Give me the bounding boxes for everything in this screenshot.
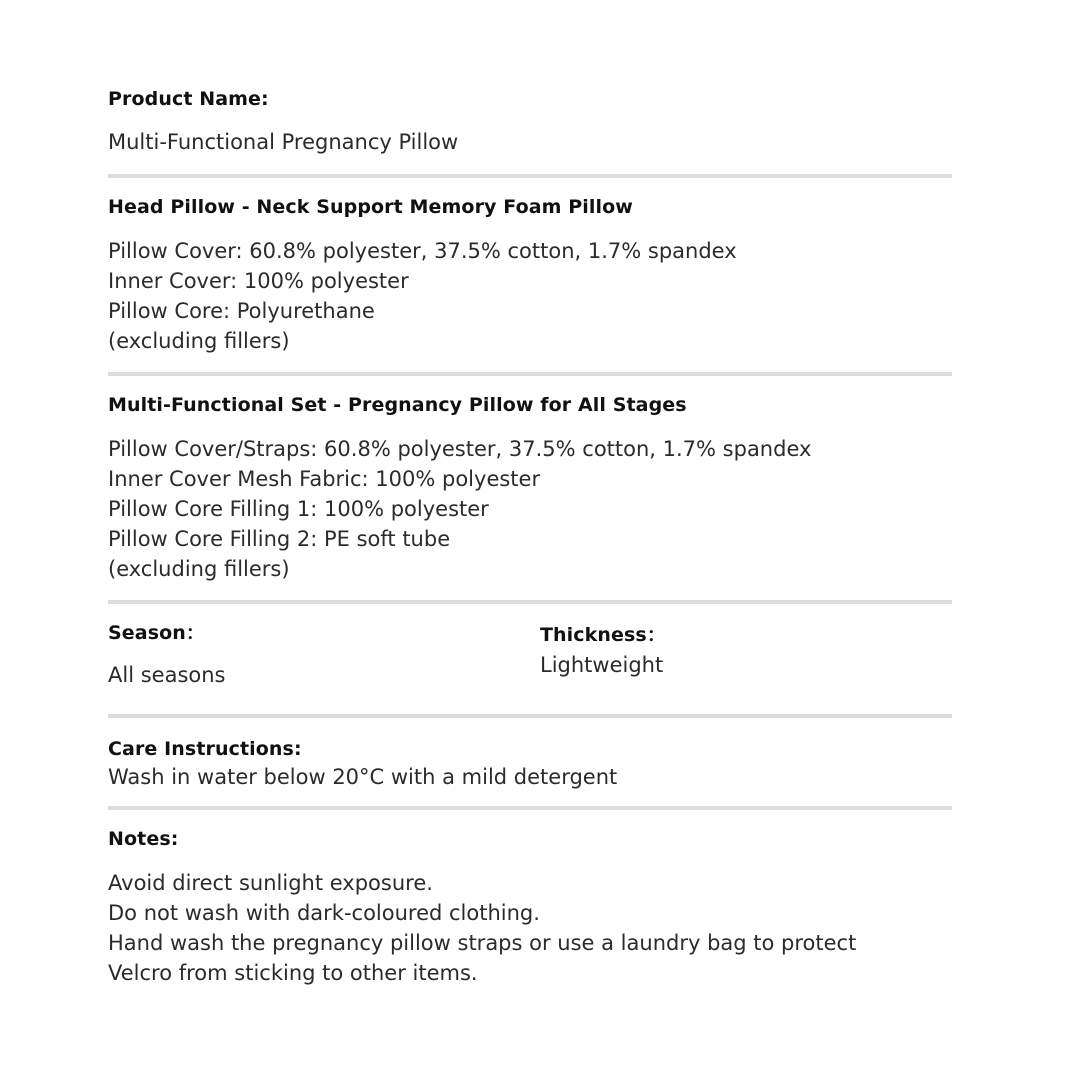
multi-set-line: Pillow Cover/Straps: 60.8% polyester, 37.5% cotton, 1.7% spandex xyxy=(108,437,812,461)
multi-set-line: Inner Cover Mesh Fabric: 100% polyester xyxy=(108,467,541,491)
product-name-heading: Product Name: xyxy=(108,88,269,110)
thickness-heading: Thickness： xyxy=(540,624,666,646)
season-thickness-row xyxy=(108,604,952,714)
multi-set-line: Pillow Core Filling 1: 100% polyester xyxy=(108,497,489,521)
notes-line: Velcro from sticking to other items. xyxy=(108,961,478,985)
thickness-column xyxy=(540,622,666,680)
head-pillow-line: Pillow Core: Polyurethane xyxy=(108,299,375,323)
season-column xyxy=(108,620,225,690)
head-pillow-heading: Head Pillow - Neck Support Memory Foam Pillow xyxy=(108,196,633,218)
multi-set-line: Pillow Core Filling 2: PE soft tube xyxy=(108,527,451,551)
care-section xyxy=(108,718,952,806)
care-value: Wash in water below 20°C with a mild detergent xyxy=(108,765,618,789)
multi-set-section xyxy=(108,376,952,600)
notes-heading: Notes: xyxy=(108,828,179,850)
season-heading: Season： xyxy=(108,622,205,644)
head-pillow-line: Inner Cover: 100% polyester xyxy=(108,269,409,293)
head-pillow-line: Pillow Cover: 60.8% polyester, 37.5% cotton, 1.7% spandex xyxy=(108,239,737,263)
product-info-sheet xyxy=(108,86,952,988)
multi-set-heading: Multi-Functional Set - Pregnancy Pillow for All Stages xyxy=(108,394,687,416)
notes-line: Avoid direct sunlight exposure. xyxy=(108,871,433,895)
product-name-section xyxy=(108,86,952,174)
notes-line: Do not wash with dark-coloured clothing. xyxy=(108,901,540,925)
thickness-value: Lightweight xyxy=(540,653,664,677)
multi-set-line: (excluding fillers) xyxy=(108,557,290,581)
season-value: All seasons xyxy=(108,663,226,687)
head-pillow-line: (excluding fillers) xyxy=(108,329,290,353)
head-pillow-section xyxy=(108,178,952,372)
product-name-value: Multi-Functional Pregnancy Pillow xyxy=(108,130,459,154)
notes-line: Hand wash the pregnancy pillow straps or use a laundry bag to protect xyxy=(108,931,857,955)
care-heading: Care Instructions: xyxy=(108,738,302,760)
notes-section xyxy=(108,810,952,988)
